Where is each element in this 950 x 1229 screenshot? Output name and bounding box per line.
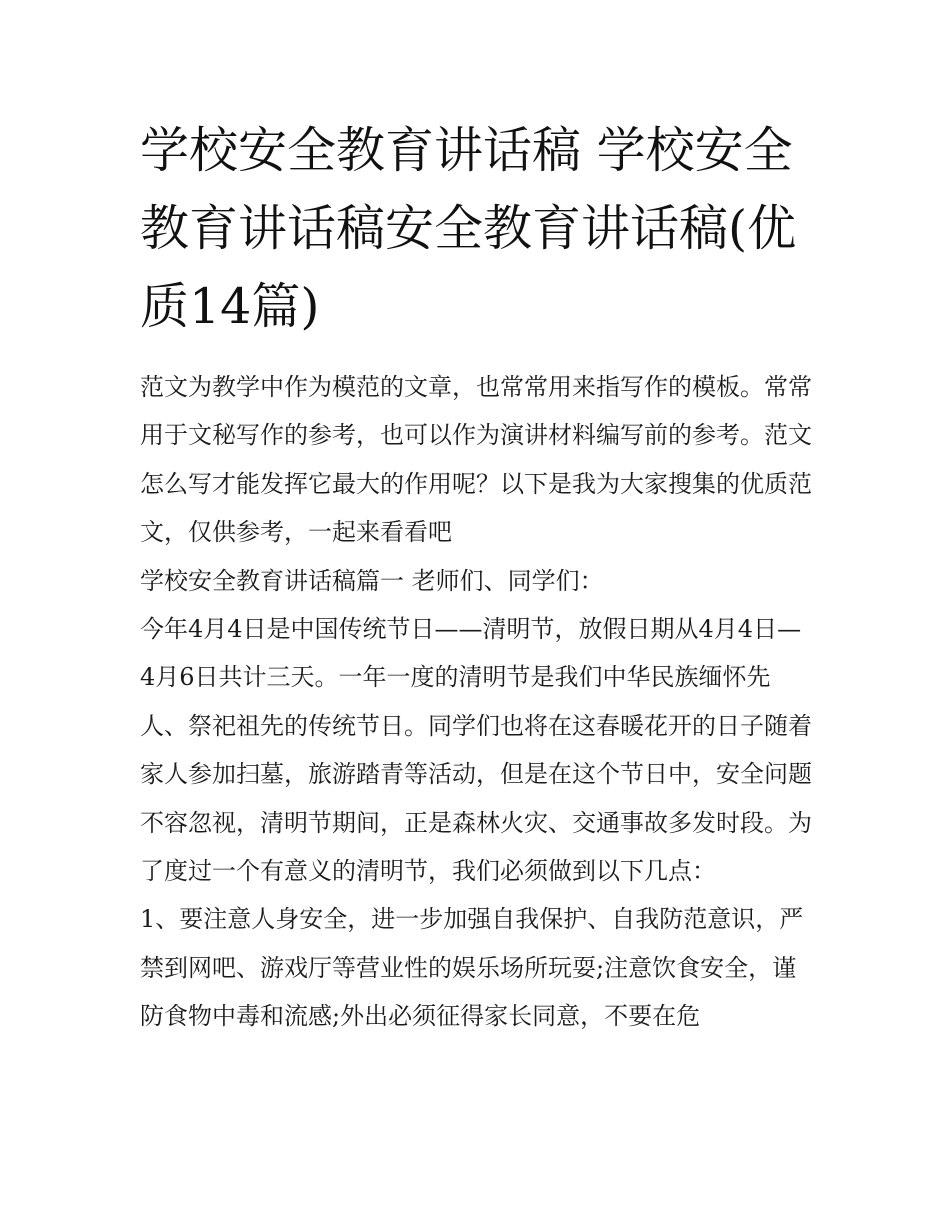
document-body [140,363,815,1041]
paragraph-point-1: 1、要注意人身安全，进一步加强自我保护、自我防范意识，严禁到网吧、游戏厅等营业性的娱乐场所玩耍;注意饮食安全，谨防食物中毒和流感;外出必须征得家长同意，不要在危 [140,905,804,1031]
paragraph-intro: 范文为教学中作为模范的文章，也常常用来指写作的模板。常常用于文秘写作的参考，也可以作为演讲材料编写前的参考。范文怎么写才能发挥它最大的作用呢？以下是我为大家搜集的优质范文，仅供参考，一起来看看吧 [140,373,812,547]
paragraph-qingming: 今年4月4日是中国传统节日——清明节，放假日期从4月4日—4月6日共计三天。一年一度的清明节是我们中华民族缅怀先人、祭祀祖先的传统节日。同学们也将在这春暖花开的日子随着家人参加扫墓，旅游踏青等活动，但是在这个节日中，安全问题不容忽视，清明节期间，正是森林火灾、交通事故多发时段。为了度过一个有意义的清明节，我们必须做到以下几点： [140,615,812,886]
document-title: 学校安全教育讲话稿 学校安全教育讲话稿安全教育讲话稿(优质14篇) [140,122,797,335]
paragraph-salutation: 学校安全教育讲话稿篇一 老师们、同学们： [140,566,604,595]
document-content [140,112,815,1041]
